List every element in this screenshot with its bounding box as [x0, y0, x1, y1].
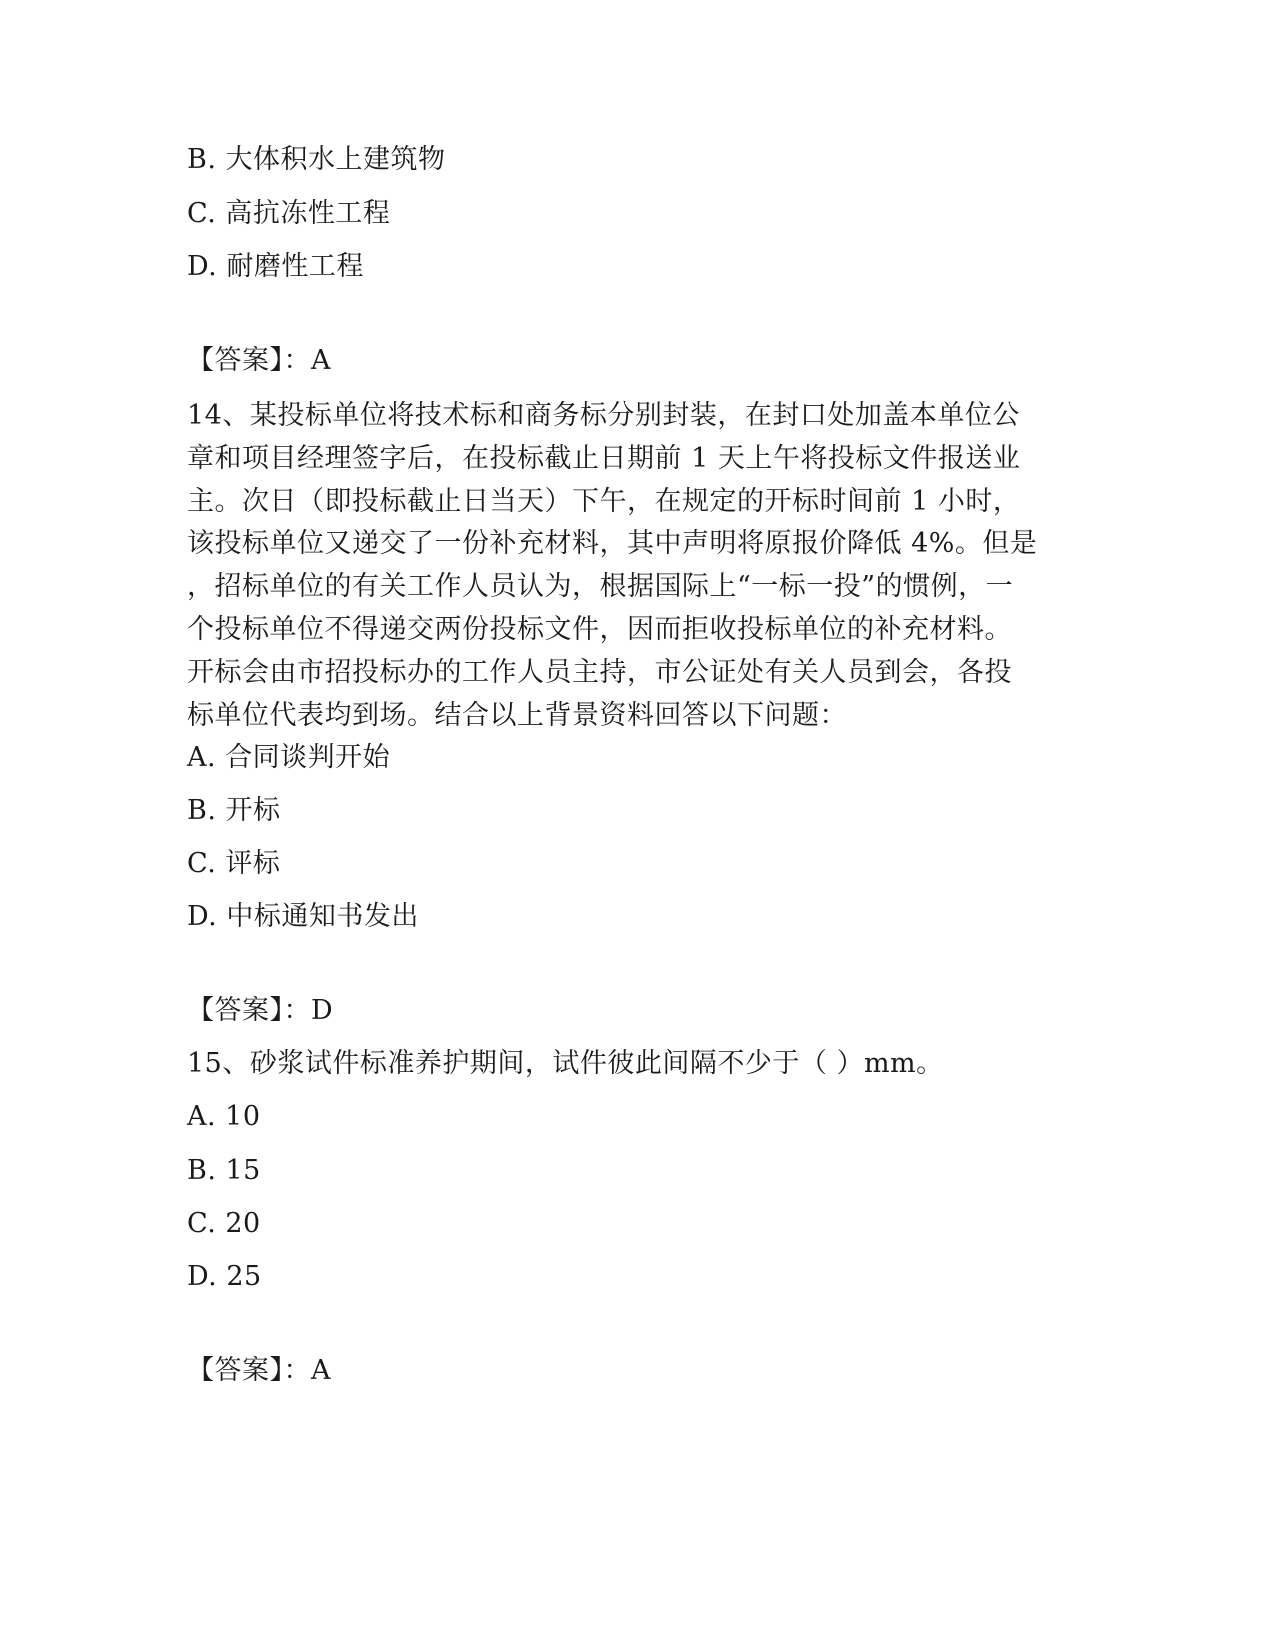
- stem-line: 主。次日（即投标截止日当天）下午，在规定的开标时间前 1 小时，: [187, 485, 1021, 517]
- answer-label: 【答案】：: [187, 345, 311, 376]
- option-c: C. 20: [187, 1208, 261, 1239]
- stem-line: 开标会由市招投标办的工作人员主持，市公证处有关人员到会，各投: [187, 656, 1012, 688]
- answer-line: [187, 994, 333, 1028]
- stem-line: 标单位代表均到场。结合以上背景资料回答以下问题：: [187, 699, 847, 731]
- option-a: A. 合同谈判开始: [187, 742, 391, 773]
- answer-value: D: [311, 995, 334, 1026]
- option-c: C. 评标: [187, 848, 281, 879]
- question-15-stem: 15、砂浆试件标准养护期间，试件彼此间隔不少于（ ）mm。: [187, 1048, 944, 1079]
- option-b: B. 大体积水上建筑物: [187, 144, 446, 175]
- stem-line: 14、某投标单位将技术标和商务标分别封装，在封口处加盖本单位公: [187, 400, 1020, 431]
- answer-line: [187, 1354, 331, 1388]
- answer-value: A: [311, 345, 331, 376]
- option-b: B. 开标: [187, 795, 281, 826]
- option-c: C. 高抗冻性工程: [187, 198, 391, 229]
- stem-line: 章和项目经理签字后，在投标截止日期前 1 天上午将投标文件报送业: [187, 442, 1021, 474]
- answer-line: [187, 344, 331, 378]
- stem-line: ，招标单位的有关工作人员认为，根据国际上“一标一投”的惯例，一: [187, 571, 1014, 603]
- answer-value: A: [311, 1355, 331, 1386]
- option-a: A. 10: [187, 1101, 261, 1132]
- question-14-stem: [187, 395, 1087, 737]
- stem-line: 该投标单位又递交了一份补充材料，其中声明将原报价降低 4%。但是: [187, 528, 1038, 560]
- stem-line: 个投标单位不得递交两份投标文件，因而拒收投标单位的补充材料。: [187, 613, 1012, 645]
- option-d: D. 耐磨性工程: [187, 251, 364, 282]
- answer-label: 【答案】：: [187, 1355, 311, 1386]
- option-d: D. 中标通知书发出: [187, 901, 419, 932]
- option-d: D. 25: [187, 1261, 262, 1292]
- option-b: B. 15: [187, 1155, 261, 1186]
- answer-label: 【答案】：: [187, 995, 311, 1026]
